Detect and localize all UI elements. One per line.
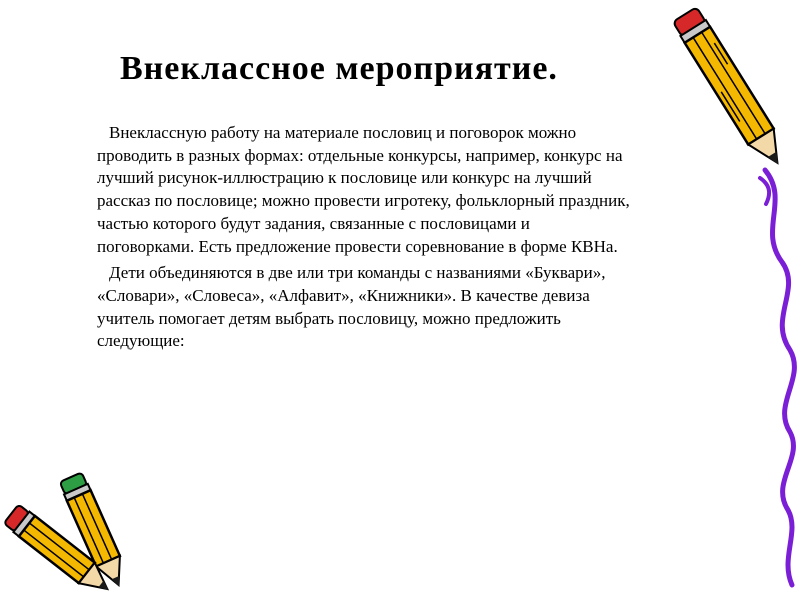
text-line: поговорками. Есть предложение провести соревнование в форме КВНа. [97,236,618,256]
slide-title: Внеклассное мероприятие. [120,50,558,87]
text-line: частью которого будут задания, связанные с пословицами и [97,213,530,233]
text-line: следующие: [97,331,185,351]
crossed-pencils-icon [0,470,170,600]
text-line: учитель помогает детям выбрать пословицу, можно предложить [97,308,561,328]
text-line: лучший рисунок-иллюстрацию к пословице или конкурс на лучший [97,168,592,188]
text-line: Внеклассную работу на материале пословиц и поговорок можно [109,123,577,142]
paragraph-1 [97,122,737,258]
text-line: Дети объединяются в две или три команды с названиями «Буквари», [109,263,606,283]
slide-body [97,122,737,353]
paragraph-2 [97,262,737,353]
text-line: «Словари», «Словеса», «Алфавит», «Книжники». В качестве девиза [97,285,590,305]
text-line: рассказ по пословице; можно провести игротеку, фольклорный праздник, [97,191,630,211]
text-line: проводить в разных формах: отдельные конкурсы, например, конкурс на [97,145,623,165]
